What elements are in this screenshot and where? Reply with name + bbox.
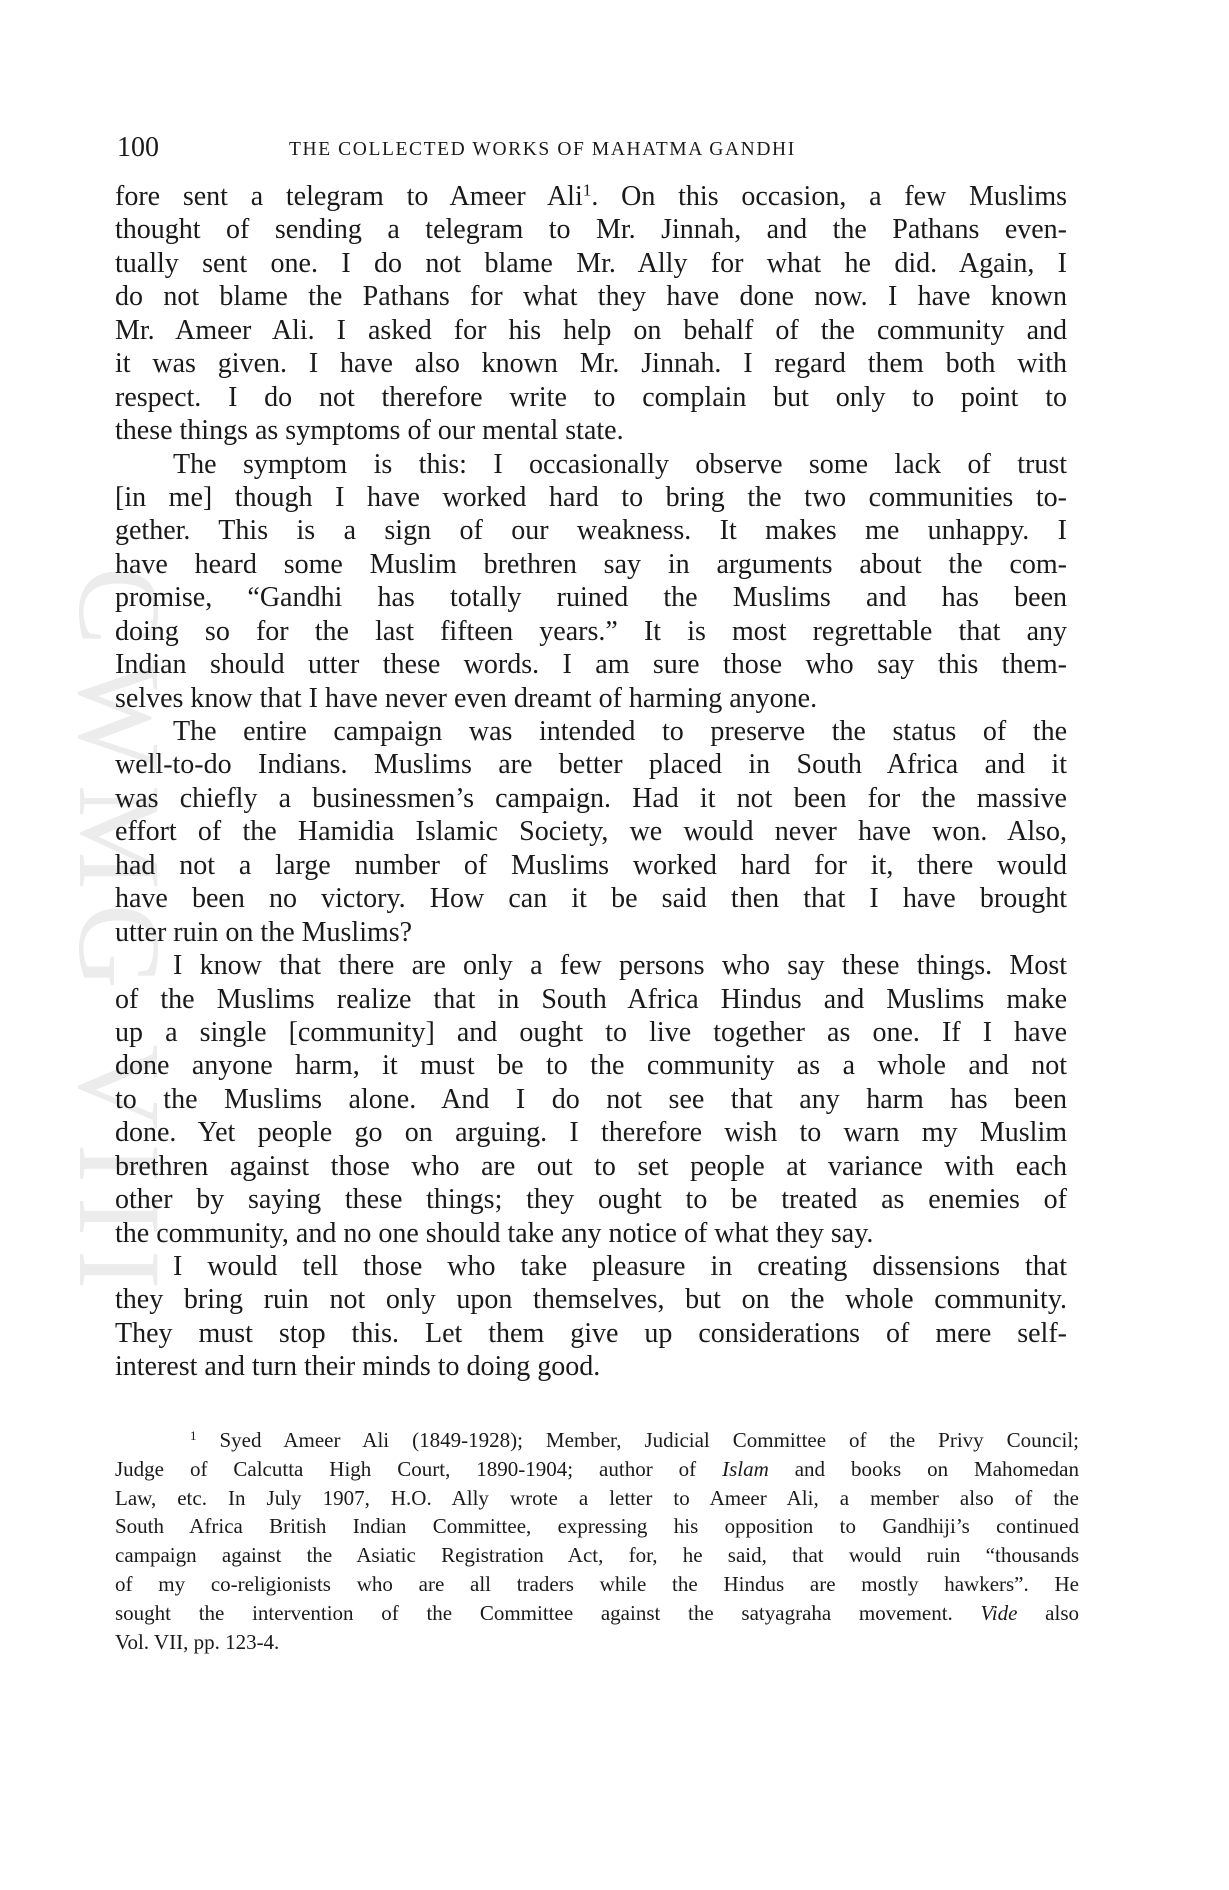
body-line: up a single [community] and ought to live together as one. If I have (115, 1016, 1067, 1048)
body-line: Indian should utter these words. I am sure those who say this them- (115, 649, 1067, 681)
page-number: 100 (117, 132, 159, 163)
body-line: effort of the Hamidia Islamic Society, we would never have won. Also, (115, 816, 1067, 848)
footnote-line: Law, etc. In July 1907, H.O. Ally wrote a letter to Ameer Ali, a member also of the (115, 1485, 1079, 1510)
body-text (115, 180, 1067, 1384)
page-header (117, 130, 1077, 166)
body-line: had not a large number of Muslims worked hard for it, there would (115, 849, 1067, 881)
body-line: these things as symptoms of our mental state. (115, 415, 624, 447)
footnote-line: sought the intervention of the Committee against the satyagraha movement. Vide also (115, 1600, 1080, 1625)
body-line: interest and turn their minds to doing good. (115, 1351, 601, 1383)
running-title: THE COLLECTED WORKS OF MAHATMA GANDHI (289, 139, 796, 160)
body-line: The entire campaign was intended to preserve the status of the (173, 716, 1067, 747)
body-line: respect. I do not therefore write to complain but only to point to (115, 381, 1067, 413)
body-line: other by saying these things; they ought to be treated as enemies of (115, 1184, 1067, 1216)
body-line: tually sent one. I do not blame Mr. Ally for what he did. Again, I (115, 247, 1067, 279)
footnotes (115, 1426, 1079, 1656)
body-line: have been no victory. How can it be said then that I have brought (115, 883, 1067, 915)
footnote-line: of my co-religionists who are all traders while the Hindus are mostly hawkers”. He (115, 1571, 1079, 1596)
body-line: selves know that I have never even dreamt of harming anyone. (115, 682, 818, 714)
body-line: They must stop this. Let them give up considerations of mere self- (115, 1317, 1067, 1349)
body-line: gether. This is a sign of our weakness. It makes me unhappy. I (115, 515, 1067, 547)
body-line: doing so for the last fifteen years.” It is most regrettable that any (115, 615, 1067, 647)
footnote-line: campaign against the Asiatic Registration Act, for, he said, that would ruin “thousands (115, 1543, 1079, 1568)
body-line: fore sent a telegram to Ameer Ali$^1$. On this occasion, a few Muslims (115, 180, 1068, 212)
body-line: do not blame the Pathans for what they have done now. I have known (115, 281, 1067, 313)
body-line: it was given. I have also known Mr. Jinnah. I regard them both with (115, 348, 1067, 380)
body-line: promise, “Gandhi has totally ruined the Muslims and has been (115, 582, 1067, 614)
body-line: to the Muslims alone. And I do not see that any harm has been (115, 1083, 1067, 1115)
watermark-text: CWMG VIII (54, 566, 185, 1304)
body-line: done anyone harm, it must be to the community as a whole and not (115, 1050, 1067, 1082)
body-line: thought of sending a telegram to Mr. Jinnah, and the Pathans even- (115, 214, 1067, 246)
body-line: done. Yet people go on arguing. I therefore wish to warn my Muslim (115, 1117, 1067, 1149)
footnote-line: South Africa British Indian Committee, expressing his opposition to Gandhiji’s continued (115, 1514, 1079, 1539)
footnote-line: $^1$ Syed Ameer Ali (1849-1928); Member, Judicial Committee of the Privy Council; (190, 1427, 1079, 1452)
body-line: The symptom is this: I occasionally observe some lack of trust (173, 448, 1067, 480)
body-line: they bring ruin not only upon themselves, but on the whole community. (115, 1284, 1067, 1316)
footnote-line: Vol. VII, pp. 123-4. (115, 1629, 280, 1654)
body-line: I know that there are only a few persons who say these things. Most (173, 950, 1067, 982)
body-line: the community, and no one should take any notice of what they say. (115, 1217, 874, 1249)
body-line: was chiefly a businessmen’s campaign. Had it not been for the massive (115, 782, 1067, 814)
footnote-line: Judge of Calcutta High Court, 1890-1904; author of Islam and books on Mahomedan (115, 1456, 1079, 1481)
body-line: [in me] though I have worked hard to bring the two communities to- (115, 481, 1067, 513)
body-line: Mr. Ameer Ali. I asked for his help on behalf of the community and (115, 314, 1067, 346)
body-line: brethren against those who are out to set people at variance with each (115, 1150, 1067, 1182)
body-line: utter ruin on the Muslims? (115, 916, 413, 948)
body-line: well-to-do Indians. Muslims are better placed in South Africa and it (115, 749, 1067, 781)
body-line: have heard some Muslim brethren say in arguments about the com- (115, 548, 1067, 580)
body-line: I would tell those who take pleasure in creating dissensions that (173, 1251, 1067, 1282)
body-line: of the Muslims realize that in South Africa Hindus and Muslims make (115, 983, 1067, 1015)
